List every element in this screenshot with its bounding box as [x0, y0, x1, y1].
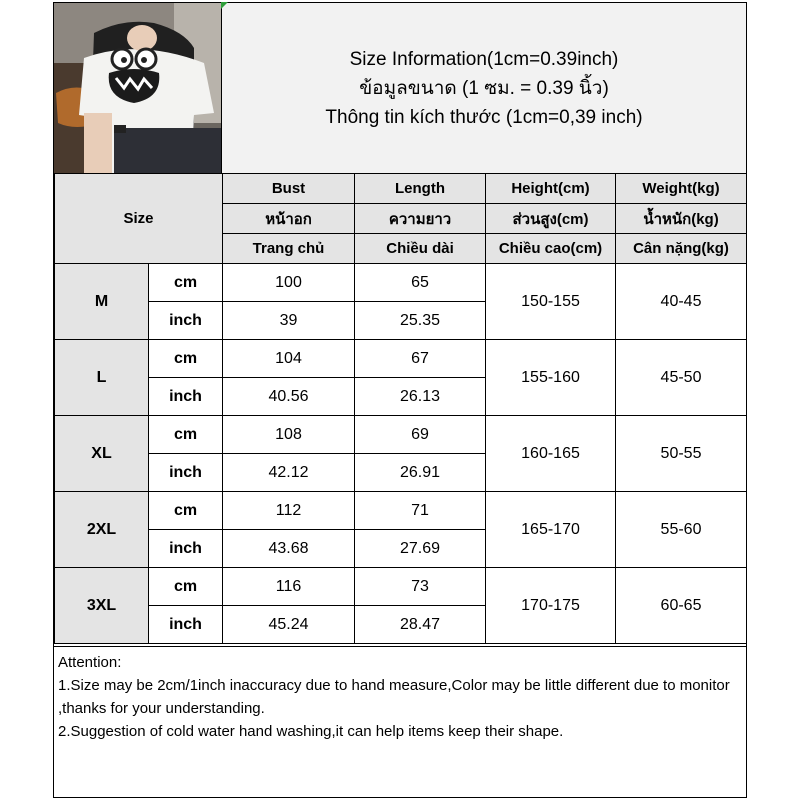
title-thai: ข้อมูลขนาด (1 ซม. = 0.39 นิ้ว)	[359, 77, 609, 99]
unit-inch: inch	[149, 378, 223, 416]
table-row	[55, 340, 747, 378]
unit-inch: inch	[149, 302, 223, 340]
bust-cm: 100	[223, 264, 355, 302]
col-weight-th: น้ำหนัก(kg)	[616, 204, 747, 234]
bust-inch: 45.24	[223, 606, 355, 644]
notes-heading: Attention:	[58, 654, 122, 671]
col-bust-th: หน้าอก	[223, 204, 355, 234]
col-height-th: ส่วนสูง(cm)	[486, 204, 616, 234]
length-cm: 65	[355, 264, 486, 302]
bust-cm: 112	[223, 492, 355, 530]
table-row	[55, 416, 747, 454]
unit-inch: inch	[149, 454, 223, 492]
product-photo-illustration	[54, 3, 222, 173]
bust-cm: 104	[223, 340, 355, 378]
unit-cm: cm	[149, 568, 223, 606]
size-label-2xl: 2XL	[55, 492, 149, 568]
size-label-m: M	[55, 264, 149, 340]
unit-cm: cm	[149, 416, 223, 454]
bust-inch: 43.68	[223, 530, 355, 568]
size-heading: Size	[55, 174, 223, 264]
size-table	[54, 173, 747, 644]
length-cm: 71	[355, 492, 486, 530]
bust-inch: 39	[223, 302, 355, 340]
length-inch: 27.69	[355, 530, 486, 568]
weight-range: 55-60	[616, 492, 747, 568]
length-cm: 69	[355, 416, 486, 454]
height-range: 165-170	[486, 492, 616, 568]
col-length-vi: Chiều dài	[355, 234, 486, 264]
col-height-en: Height(cm)	[486, 174, 616, 204]
size-label-l: L	[55, 340, 149, 416]
height-range: 170-175	[486, 568, 616, 644]
bust-cm: 108	[223, 416, 355, 454]
notes-line-1: 1.Size may be 2cm/1inch inaccuracy due to hand measure,Color may be little different due to monitor ,thanks for your understanding.	[58, 677, 730, 717]
title-vietnamese: Thông tin kích thước (1cm=0,39 inch)	[325, 106, 643, 128]
bust-inch: 42.12	[223, 454, 355, 492]
unit-inch: inch	[149, 606, 223, 644]
col-weight-en: Weight(kg)	[616, 174, 747, 204]
length-inch: 26.13	[355, 378, 486, 416]
length-inch: 26.91	[355, 454, 486, 492]
weight-range: 50-55	[616, 416, 747, 492]
size-label-3xl: 3XL	[55, 568, 149, 644]
size-label-xl: XL	[55, 416, 149, 492]
corner-mark	[221, 2, 228, 9]
weight-range: 40-45	[616, 264, 747, 340]
unit-cm: cm	[149, 264, 223, 302]
height-range: 155-160	[486, 340, 616, 416]
length-inch: 25.35	[355, 302, 486, 340]
table-row	[55, 264, 747, 302]
title-english: Size Information(1cm=0.39inch)	[349, 48, 619, 70]
title-box	[222, 3, 746, 173]
header	[54, 3, 746, 174]
unit-inch: inch	[149, 530, 223, 568]
col-weight-vi: Cân nặng(kg)	[616, 234, 747, 264]
unit-cm: cm	[149, 340, 223, 378]
col-length-en: Length	[355, 174, 486, 204]
height-range: 160-165	[486, 416, 616, 492]
length-cm: 73	[355, 568, 486, 606]
bust-inch: 40.56	[223, 378, 355, 416]
bust-cm: 116	[223, 568, 355, 606]
length-cm: 67	[355, 340, 486, 378]
table-row	[55, 492, 747, 530]
notes-line-2: 2.Suggestion of cold water hand washing,it can help items keep their shape.	[58, 723, 564, 740]
length-inch: 28.47	[355, 606, 486, 644]
size-chart-sheet	[53, 2, 747, 798]
attention-notes	[54, 646, 746, 797]
header-row-english	[55, 174, 747, 204]
height-range: 150-155	[486, 264, 616, 340]
unit-cm: cm	[149, 492, 223, 530]
weight-range: 45-50	[616, 340, 747, 416]
col-height-vi: Chiều cao(cm)	[486, 234, 616, 264]
col-length-th: ความยาว	[355, 204, 486, 234]
table-row	[55, 568, 747, 606]
weight-range: 60-65	[616, 568, 747, 644]
col-bust-en: Bust	[223, 174, 355, 204]
product-photo	[54, 3, 222, 173]
col-bust-vi: Trang chủ	[223, 234, 355, 264]
